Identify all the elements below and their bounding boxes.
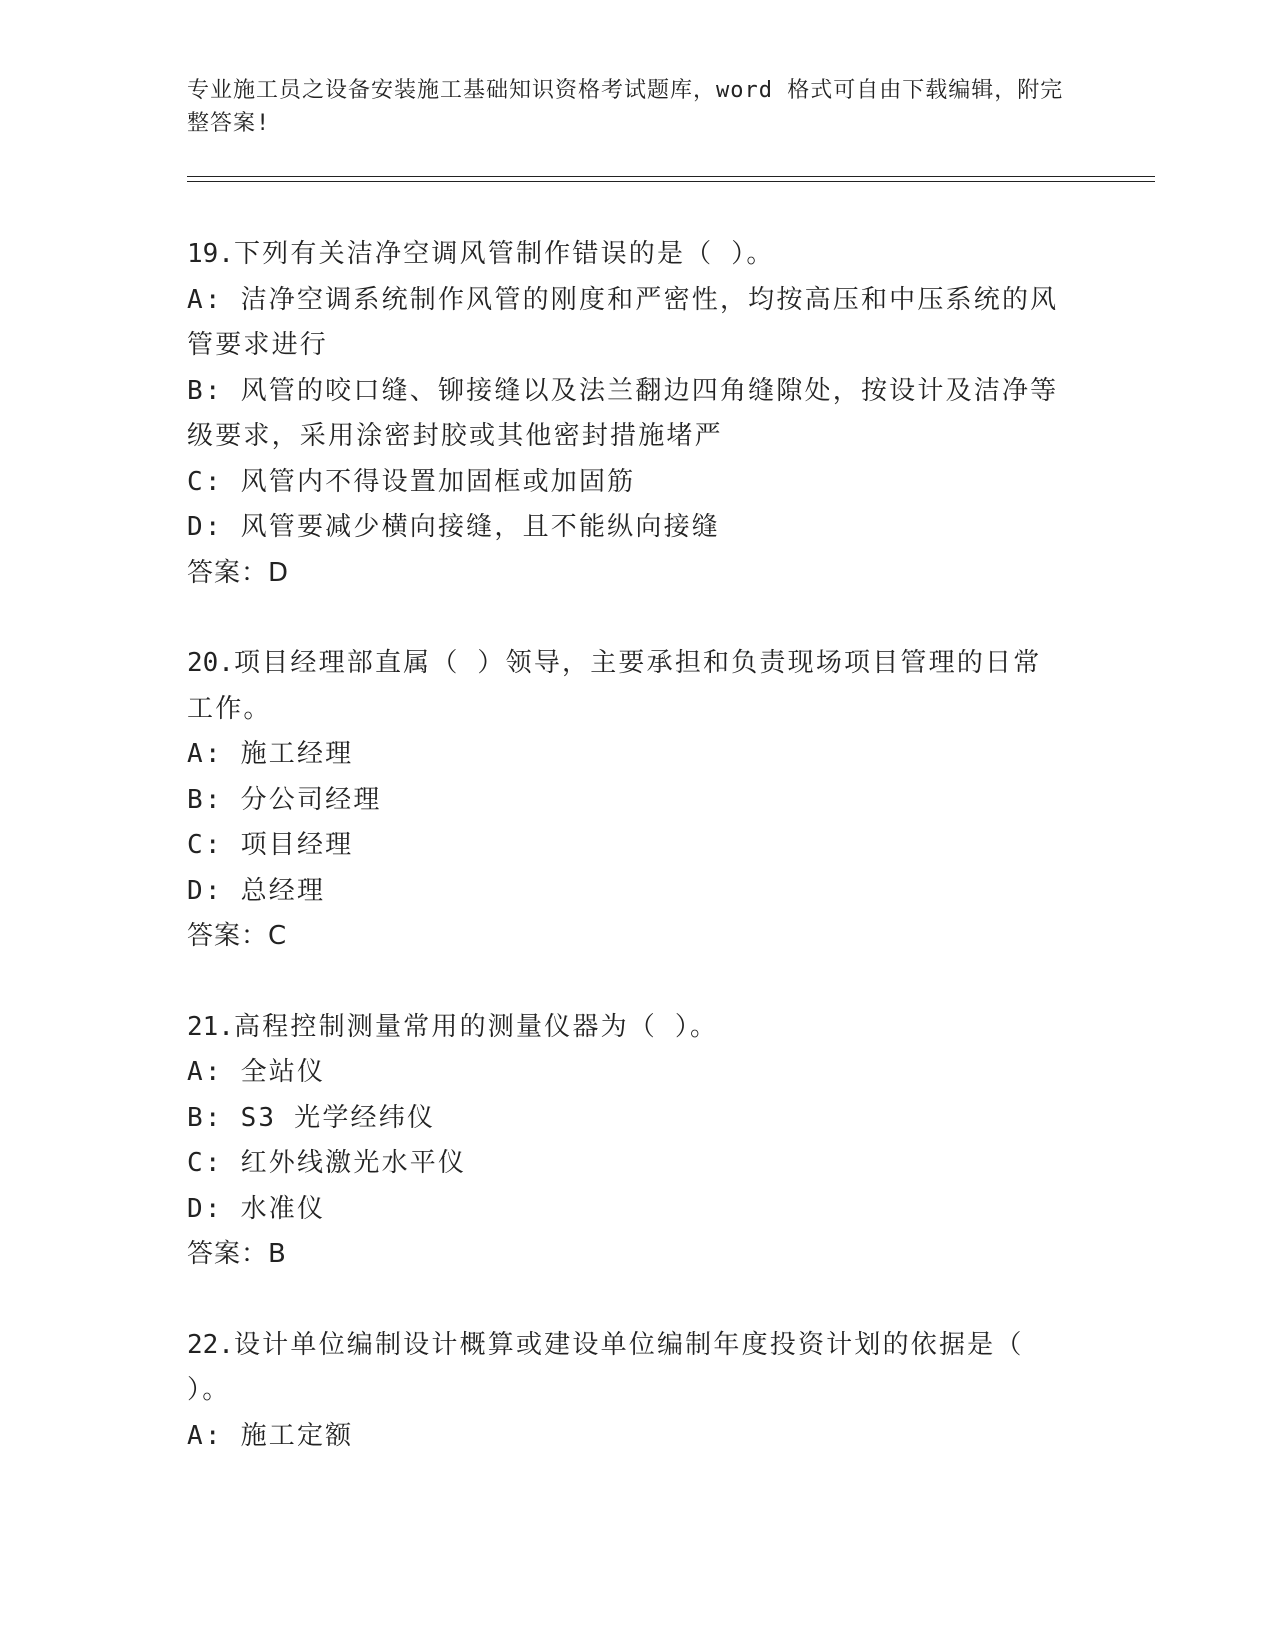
option-label: B: [187, 1102, 223, 1133]
option-label: B: [187, 375, 223, 406]
option-text: 全站仪 [240, 1057, 326, 1087]
question-number: 21. [187, 1011, 234, 1042]
option-label: C: [187, 830, 223, 860]
option-text: 总经理 [240, 875, 326, 906]
option-a [187, 1414, 1067, 1460]
question-text: 下列有关洁净空调风管制作错误的是（ ）。 [233, 239, 775, 269]
question-number: 22. [187, 1329, 234, 1360]
option-text: 项目经理 [240, 830, 354, 860]
option-b [187, 369, 1067, 460]
option-label: B: [187, 784, 223, 815]
option-text: S3 光学经纬仪 [240, 1102, 436, 1133]
question-stem [187, 1323, 1067, 1414]
option-label: C: [187, 466, 223, 497]
option-text: 风管要减少横向接缝，且不能纵向接缝 [240, 512, 720, 542]
option-label: A: [187, 739, 223, 769]
answer: 答案：C [187, 921, 288, 951]
header-rule-top [187, 176, 1155, 177]
document-header: 专业施工员之设备安装施工基础知识资格考试题库，word 格式可自由下载编辑，附完整答案! [187, 78, 1064, 136]
option-label: D: [187, 1193, 223, 1224]
option-d [187, 505, 1067, 551]
question-stem [187, 1005, 1067, 1051]
question-21 [187, 1005, 1067, 1278]
question-number: 20. [187, 648, 234, 678]
question-20 [187, 641, 1067, 960]
option-d [187, 869, 1067, 915]
question-list [187, 232, 1067, 1504]
option-text: 风管内不得设置加固框或加固筋 [240, 466, 636, 497]
question-text: 项目经理部直属（ ）领导，主要承担和负责现场项目管理的日常工作。 [187, 648, 1042, 724]
option-label: D: [187, 512, 223, 542]
question-22 [187, 1323, 1067, 1460]
question-text: 设计单位编制设计概算或建设单位编制年度投资计划的依据是（ ）。 [187, 1329, 1024, 1405]
option-a [187, 278, 1067, 369]
option-label: C: [187, 1148, 223, 1178]
option-c [187, 1141, 1067, 1187]
option-c [187, 460, 1067, 506]
option-a [187, 732, 1067, 778]
answer: 答案：B [187, 1239, 287, 1269]
option-label: A: [187, 284, 223, 315]
option-label: A: [187, 1420, 223, 1451]
option-d [187, 1187, 1067, 1233]
option-a [187, 1050, 1067, 1096]
option-text: 分公司经理 [240, 784, 382, 815]
option-text: 水准仪 [240, 1193, 326, 1224]
option-text: 施工定额 [240, 1420, 354, 1451]
option-label: D: [187, 875, 223, 906]
option-text: 洁净空调系统制作风管的刚度和严密性，均按高压和中压系统的风管要求进行 [187, 284, 1059, 360]
header-rule-bottom [187, 181, 1155, 182]
option-label: A: [187, 1057, 223, 1087]
option-text: 红外线激光水平仪 [240, 1148, 467, 1178]
option-text: 风管的咬口缝、铆接缝以及法兰翻边四角缝隙处，按设计及洁净等级要求，采用涂密封胶或其他密封措施堵严 [187, 375, 1059, 451]
question-stem [187, 641, 1067, 732]
option-b [187, 778, 1067, 824]
option-c [187, 823, 1067, 869]
question-text: 高程控制测量常用的测量仪器为（ ）。 [233, 1011, 719, 1042]
question-19 [187, 232, 1067, 596]
option-b [187, 1096, 1067, 1142]
question-number: 19. [187, 239, 234, 269]
option-text: 施工经理 [240, 739, 354, 769]
answer: 答案：D [187, 557, 290, 588]
question-stem [187, 232, 1067, 278]
